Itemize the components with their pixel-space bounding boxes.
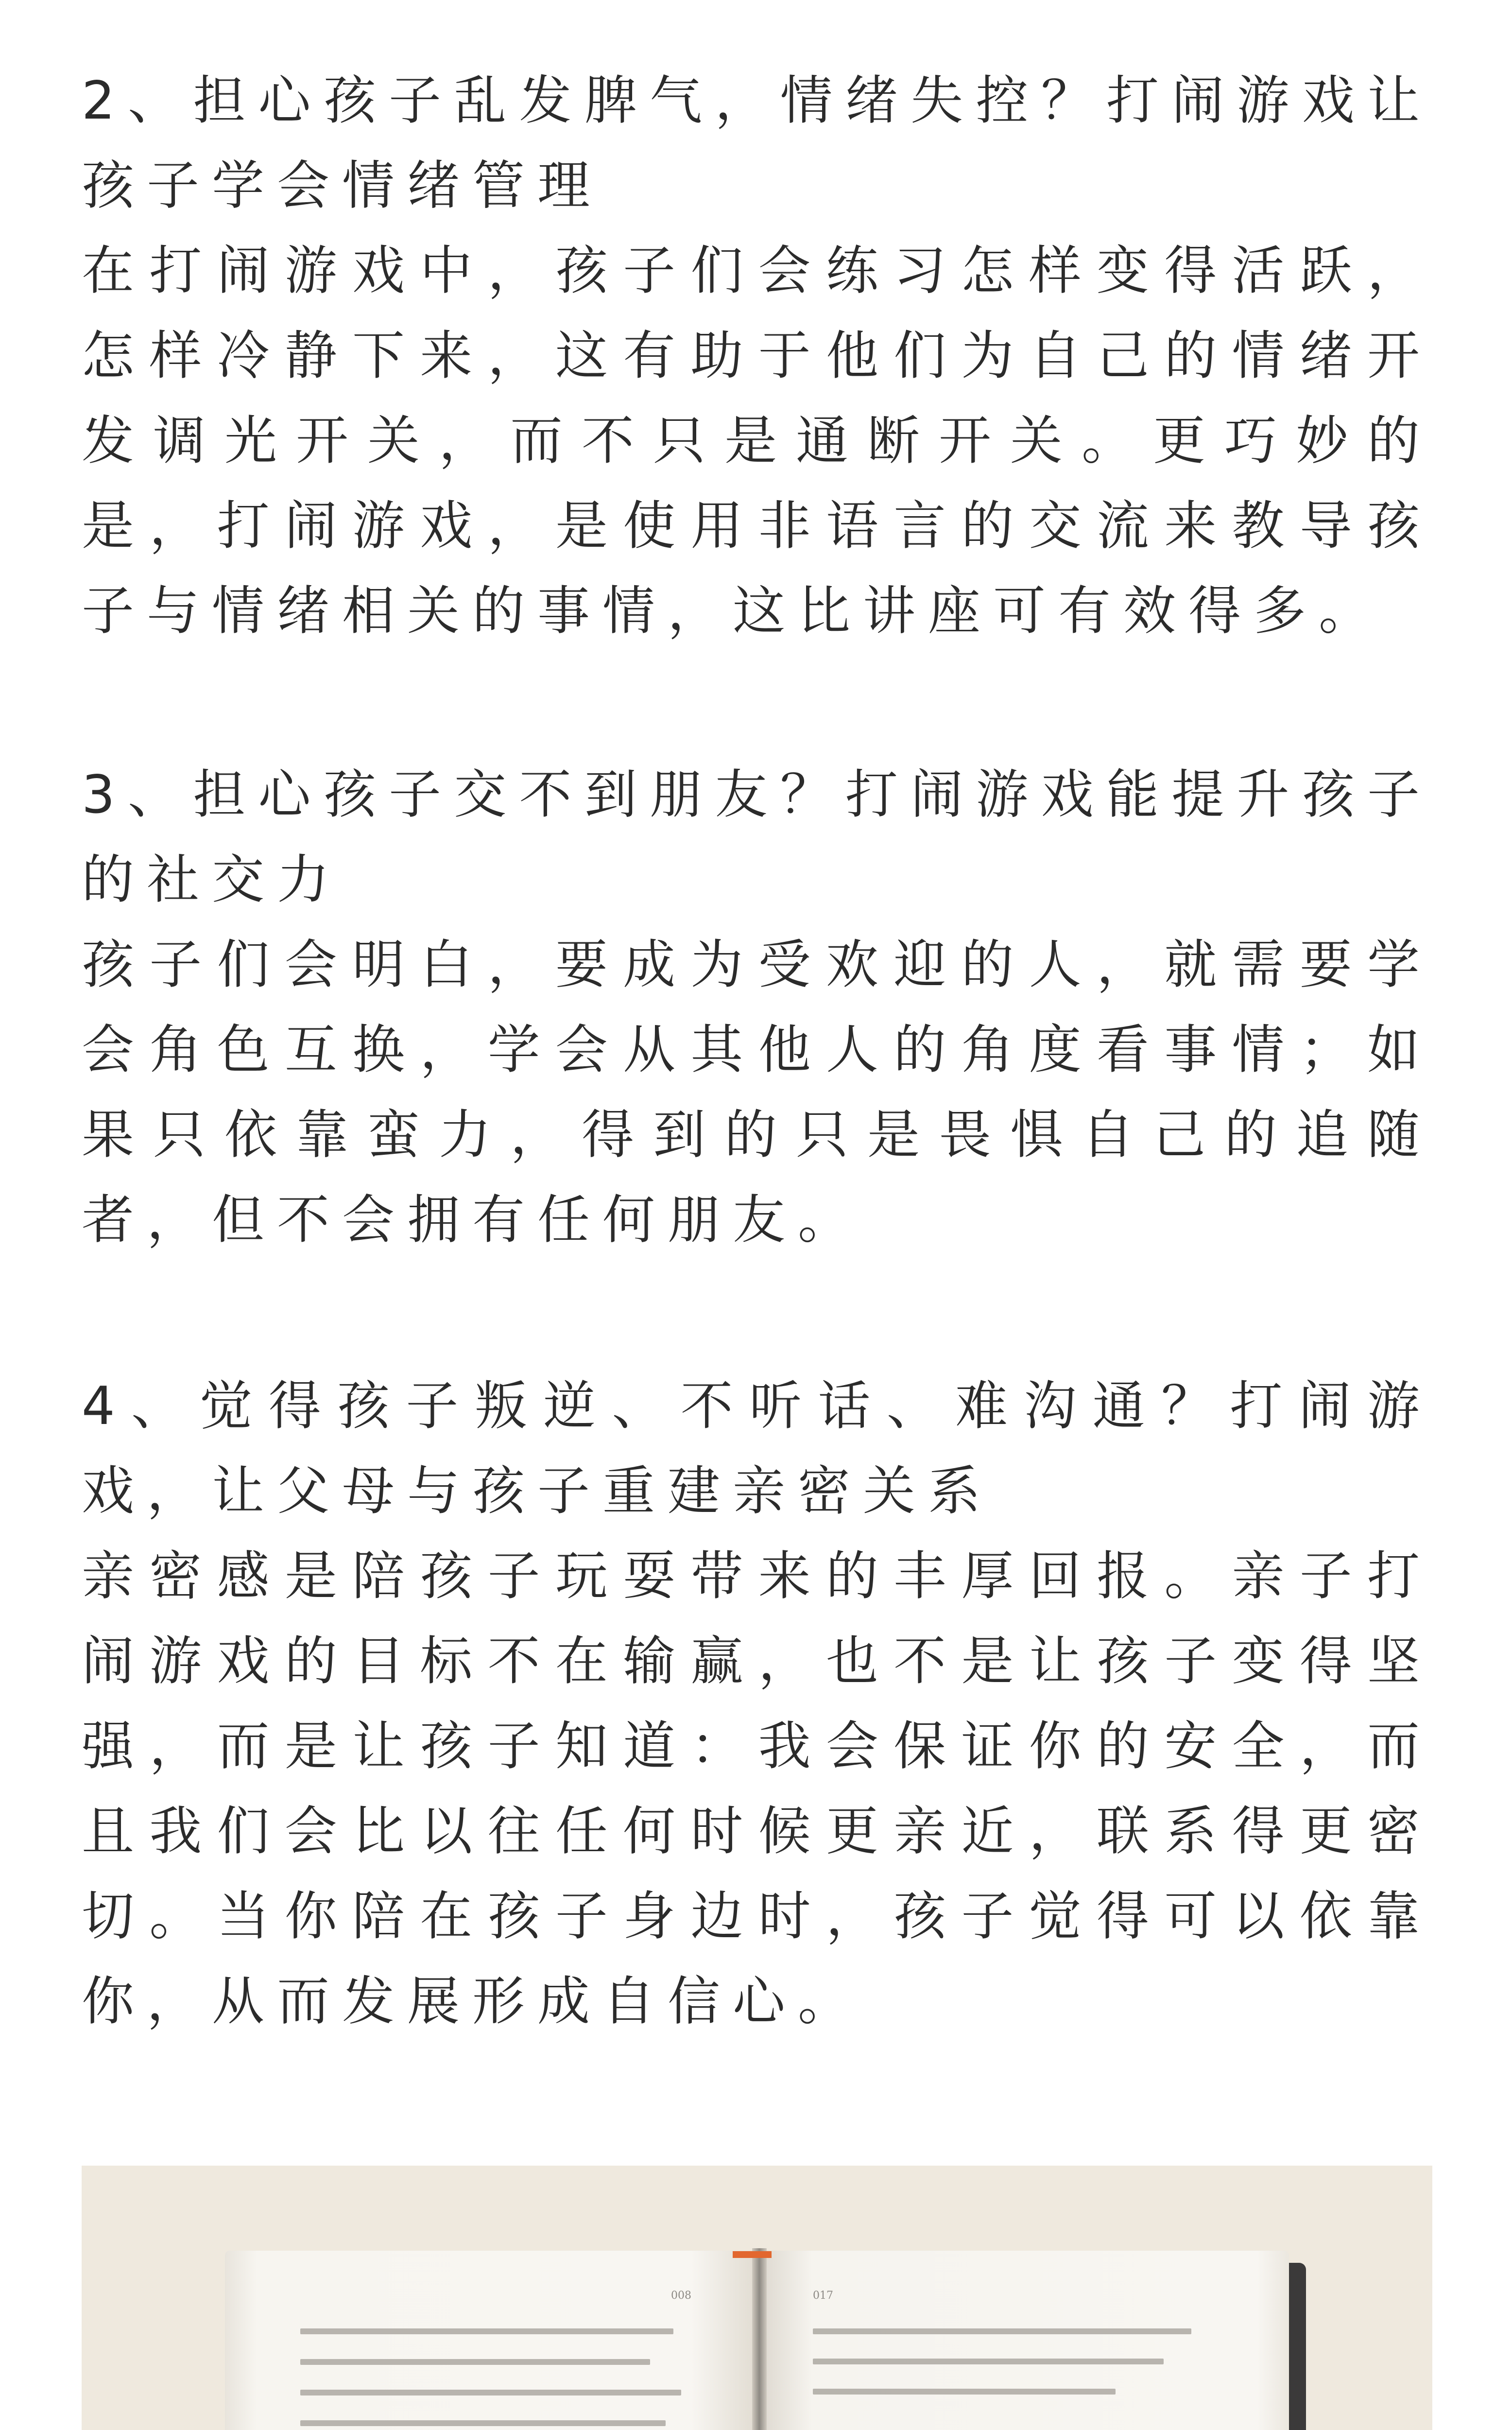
section-4-text [82,1364,1432,2044]
section-body: 孩子们会明白，要成为受欢迎的人，就需要学会角色互换，学会从其他人的角度看事情；如果只依靠蛮力，得到的只是畏惧自己的追随者，但不会拥有任何朋友。 [82,935,1432,1250]
section-4 [82,1364,1432,2044]
left-page-number: 008 [671,2290,691,2302]
section-body: 亲密感是陪孩子玩耍带来的丰厚回报。亲子打闹游戏的目标不在输赢，也不是让孩子变得坚强，而是让孩子知道：我会保证你的安全，而且我们会比以往任何时候更亲近，联系得更密切。当你陪在孩子身边时，孩子觉得可以依靠你，从而发展形成自信心。 [82,1546,1432,2032]
section-body: 在打闹游戏中，孩子们会练习怎样变得活跃，怎样冷静下来，这有助于他们为自己的情绪开发调光开关，而不只是通断开关。更巧妙的是，打闹游戏，是使用非语言的交流来教导孩子与情绪相关的事情，这比讲座可有效得多。 [82,241,1432,642]
text-line [300,2328,673,2334]
bookmark-ribbon [733,2251,772,2258]
book-left-page [225,2251,755,2430]
right-page-intro-lines [813,2328,1211,2395]
book-spine [752,2248,767,2430]
left-page-text-block [300,2328,689,2430]
text-line [300,2420,666,2426]
section-heading: 3、担心孩子交不到朋友？打闹游戏能提升孩子的社交力 [82,764,1432,910]
text-line [813,2328,1191,2334]
text-line [813,2389,1116,2395]
book-photo [82,2166,1432,2430]
text-line [300,2359,650,2365]
book-right-page [759,2251,1289,2430]
section-3 [82,752,1432,1263]
section-2-text [82,58,1432,654]
right-page-number: 017 [813,2290,833,2302]
text-line [813,2359,1164,2364]
section-heading: 2、担心孩子乱发脾气，情绪失控？打闹游戏让孩子学会情绪管理 [82,70,1432,216]
section-heading: 4、觉得孩子叛逆、不听话、难沟通？打闹游戏，让父母与孩子重建亲密关系 [82,1376,1432,1522]
section-3-text [82,752,1432,1263]
section-2 [82,58,1432,654]
text-line [300,2390,681,2395]
